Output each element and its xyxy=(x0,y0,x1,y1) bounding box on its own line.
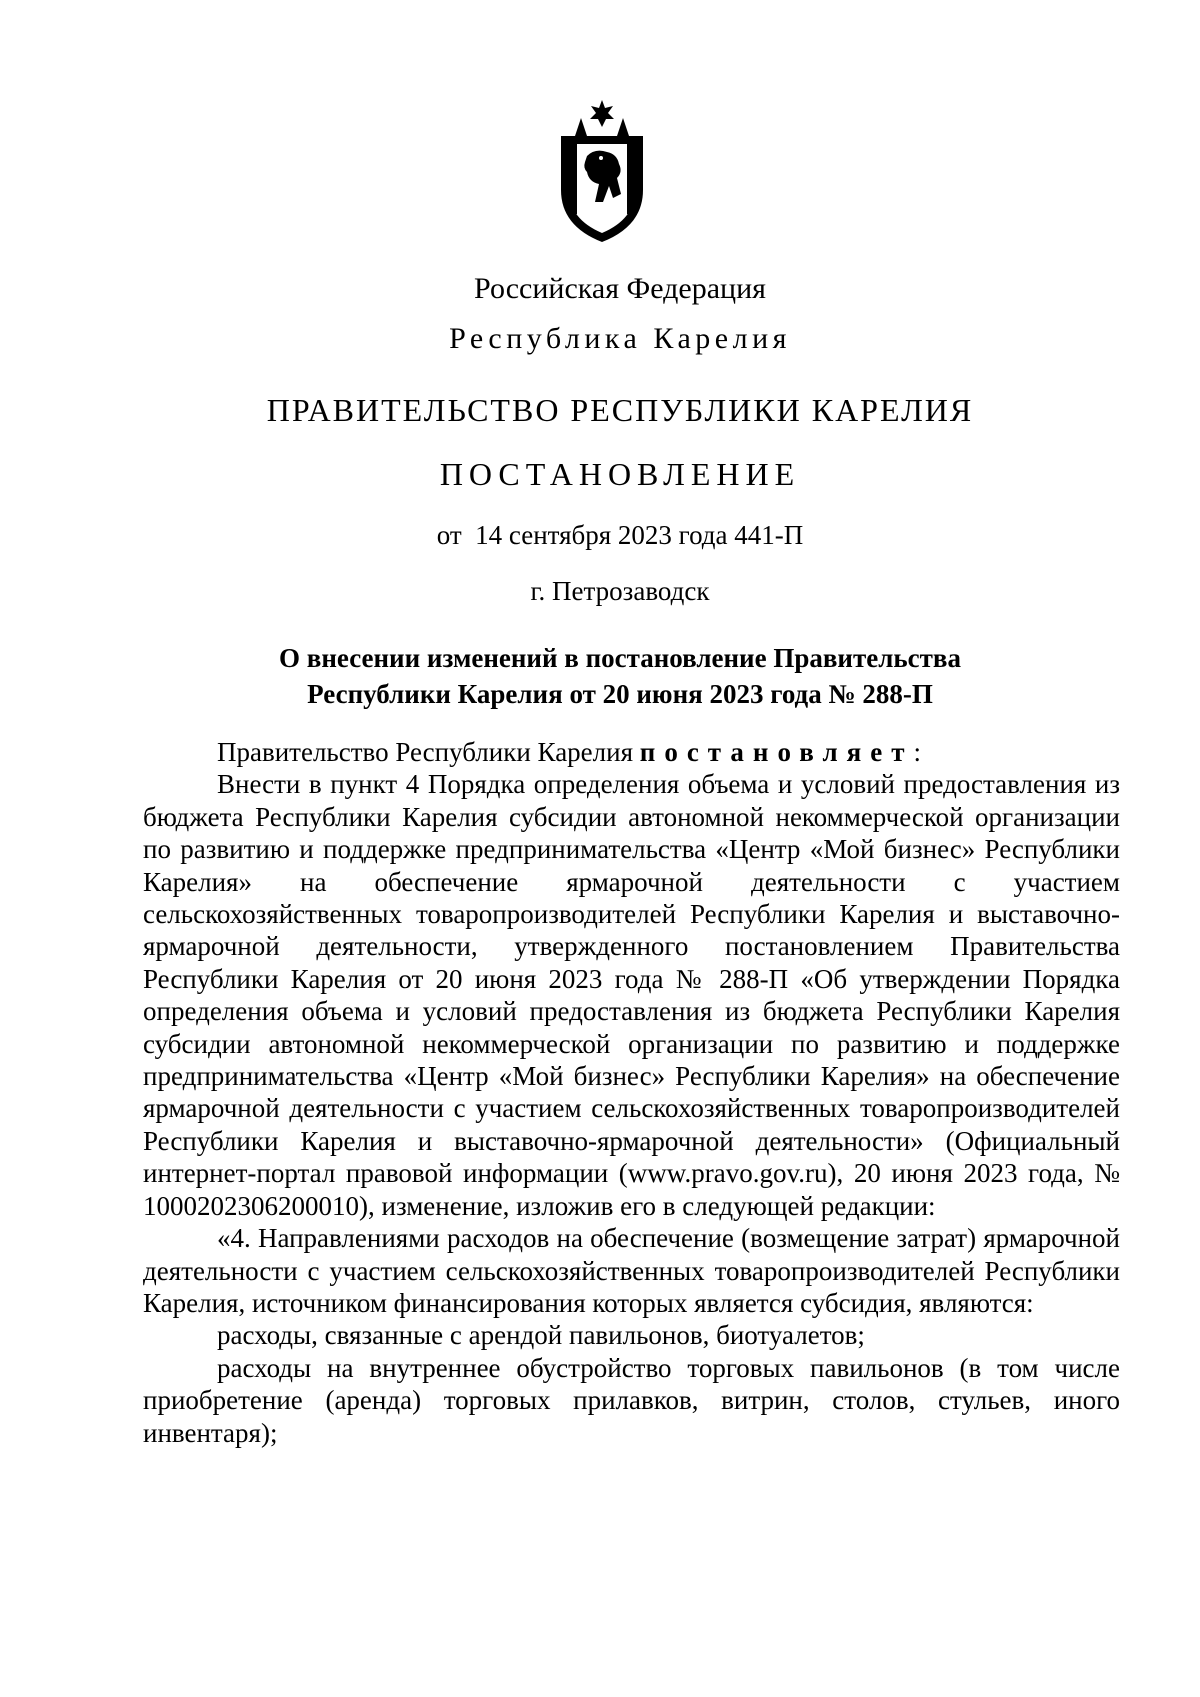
body-paragraph-4: расходы на внутреннее обустройство торговых павильонов (в том числе приобретение (аренда) торговых прилавков, витрин, столов, стульев, иного инвентаря); xyxy=(143,1352,1120,1448)
body-paragraph-2: «4. Направлениями расходов на обеспечение (возмещение затрат) ярмарочной деятельности с участием сельскохозяйственных товаропроизводителей Республики Карелия, источником финансирования которых является субсидия, являются: xyxy=(143,1223,1120,1318)
document-city: г. Петрозаводск xyxy=(530,576,710,606)
karelia-coat-of-arms-icon xyxy=(557,98,647,244)
document-title xyxy=(130,640,1110,712)
document-date-number: от 14 сентября 2023 года 441-П xyxy=(436,520,804,550)
intro-prefix: Правительство Республики Карелия xyxy=(217,737,640,767)
body-paragraph-1: Внести в пункт 4 Порядка определения объема и условий предоставления из бюджета Республики Карелия субсидии автономной некоммерческой организации по развитию и поддержке предпринимательства «Центр «Мой бизнес» Республики Карелия» на обеспечение ярмарочной деятельности с участием сельскохозяйственных товаропроизводителей Республики Карелия и выставочно-ярмарочной деятельности, утвержденного постановлением Правительства Республики Карелия от 20 июня 2023 года № 288-П «Об утверждении Порядка определения объема и условий предоставления из бюджета Республики Карелия субсидии автономной некоммерческой организации по развитию и поддержке предпринимательства «Центр «Мой бизнес» Республики Карелия» на обеспечение ярмарочной деятельности с участием сельскохозяйственных товаропроизводителей Республики Карелия и выставочно-ярмарочной деятельности» (Официальный интернет-портал правовой информации (www.pravo.gov.ru), 20 июня 2023 года, № 1000202306200010), изменение, изложив его в следующей редакции: xyxy=(143,769,1120,1221)
body-intro xyxy=(143,736,1120,768)
intro-keyword: постановляет xyxy=(639,737,914,767)
body-paragraph-3: расходы, связанные с арендой павильонов, биотуалетов; xyxy=(217,1320,865,1351)
header-republic: Республика Карелия xyxy=(449,322,791,355)
intro-suffix: : xyxy=(913,737,922,767)
document-body xyxy=(143,736,1120,1449)
title-line-2: Республики Карелия от 20 июня 2023 года № 288-П xyxy=(307,679,933,709)
header-government: ПРАВИТЕЛЬСТВО РЕСПУБЛИКИ КАРЕЛИЯ xyxy=(266,392,974,428)
document-type: ПОСТАНОВЛЕНИЕ xyxy=(439,456,801,492)
title-line-1: О внесении изменений в постановление Правительства xyxy=(279,643,961,673)
header-federation: Российская Федерация xyxy=(474,272,766,305)
